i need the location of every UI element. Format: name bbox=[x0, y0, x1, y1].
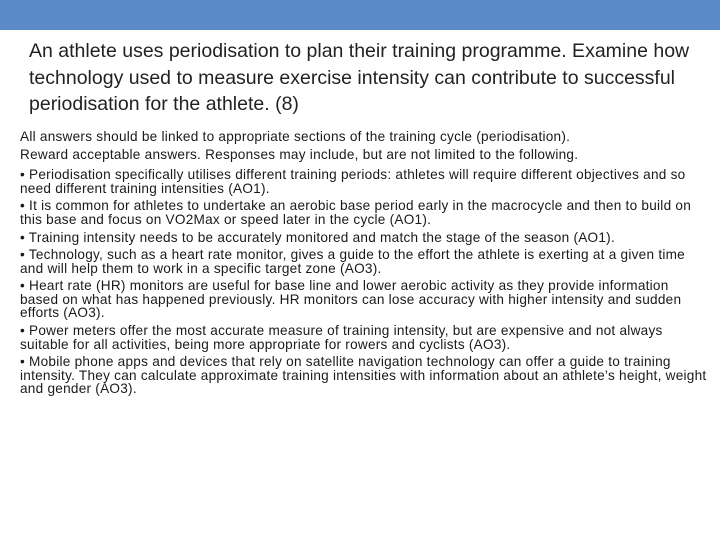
bullet-point: • Training intensity needs to be accurately monitored and match the stage of the season (AO1). bbox=[20, 229, 615, 245]
question-text: An athlete uses periodisation to plan their training programme. Examine how technology used to measure exercise intensity can contribute to successful periodisation for the athlete. (8) bbox=[29, 40, 690, 115]
intro-line: All answers should be linked to appropriate sections of the training cycle (periodisation). bbox=[20, 129, 571, 144]
mark-scheme-body bbox=[20, 128, 710, 396]
bullet-point: • It is common for athletes to undertake an aerobic base period early in the macrocycle and then to build on this base and focus on VO2Max or speed later in the cycle (AO1). bbox=[20, 198, 692, 227]
bullet-point: • Mobile phone apps and devices that rely on satellite navigation technology can offer a guide to training intensity. They can calculate approximate training intensities with information about an athlete’s height, weight and gender (AO3). bbox=[20, 354, 707, 397]
bullet-point: • Periodisation specifically utilises different training periods: athletes will require different objectives and so need different training intensities (AO1). bbox=[20, 167, 686, 196]
bullet-point: • Power meters offer the most accurate measure of training intensity, but are expensive and not always suitable for all activities, being more appropriate for rowers and cyclists (AO3). bbox=[20, 323, 663, 352]
bullet-point: • Technology, such as a heart rate monitor, gives a guide to the effort the athlete is exerting at a given time and will help them to work in a specific target zone (AO3). bbox=[20, 247, 685, 276]
bullet-point: • Heart rate (HR) monitors are useful for base line and lower aerobic activity as they provide information based on what has happened previously. HR monitors can lose accuracy with higher intensity and sudden efforts (AO3). bbox=[20, 278, 682, 321]
intro-line: Reward acceptable answers. Responses may include, but are not limited to the following. bbox=[20, 147, 579, 162]
header-accent-bar bbox=[0, 0, 720, 30]
